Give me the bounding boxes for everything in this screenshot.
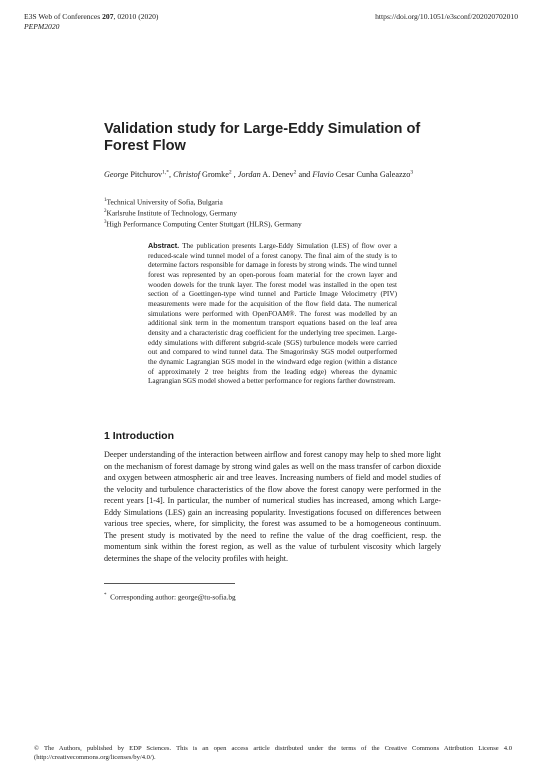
author-first-name: Jordan (237, 169, 261, 179)
author-affil-mark: 2 (293, 169, 297, 175)
footnote-mark: * (104, 593, 107, 598)
author-list (104, 167, 444, 180)
abstract-label: Abstract. (148, 241, 180, 250)
affiliation-item: $^2$Karlsruhe Institute of Technology, Germany (104, 208, 237, 218)
affiliation-list (104, 196, 444, 229)
author-entry (312, 170, 413, 179)
author-separator: , (169, 169, 174, 179)
running-header-left (24, 12, 158, 31)
license-notice: © The Authors, published by EDP Sciences. This is an open access article distributed under the terms of the Creative Commons Attribution License 4.0 (http://creativecommons.org/licenses/by/4.0/). (34, 745, 512, 761)
footnote-divider (104, 583, 235, 584)
author-last-name: A. Denev (262, 169, 294, 179)
author-last-name: Gromke (202, 169, 229, 179)
author-first-name: Flavio (312, 169, 334, 179)
author-separator: and (296, 169, 313, 179)
author-entry (173, 170, 238, 179)
intro-paragraph: Deeper understanding of the interaction between airflow and forest canopy may help to shed more light on the mechanism of forest damage by strong wind gales as well on the mass transfer of carbon dioxide and oxygen between atmospheric air and tree leaves. Increasing numbers of field and model studies of the velocity and turbulence characteristics of the flow above the forest canopy were performed in the recent years [1-4]. In particular, the number of numerical studies has increased, among which Large-Eddy Simulations (LES) gain an increasing popularity. Investigations focused on differences between various tree species, where, for simplicity, the forest was assumed to be a homogeneous continuum. The present study is motivated by the need to refine the value of the drag coefficient, resp. the momentum sink within the forest region, as well as the value of turbulent viscosity which largely determines the shape of the velocity profiles with height. (104, 450, 441, 563)
author-last-name: Pitchurov (130, 169, 163, 179)
paper-title: Validation study for Large-Eddy Simulation of Forest Flow (104, 121, 421, 154)
author-last-name: Cesar Cunha Galeazzo (335, 169, 411, 179)
affiliation-item: $^3$High Performance Computing Center Stuttgart (HLRS), Germany (104, 219, 302, 229)
author-affil-mark: 3 (410, 169, 414, 175)
author-affil-mark: 1,* (162, 169, 170, 175)
author-entry (238, 170, 313, 179)
journal-prefix: E3S Web of Conferences (24, 12, 103, 21)
doi-link[interactable]: https://doi.org/10.1051/e3sconf/202020702010 (375, 12, 518, 21)
affiliation-item: $^1$Technical University of Sofia, Bulgaria (104, 197, 223, 207)
author-separator: , (231, 169, 238, 179)
author-first-name: Christof (173, 169, 200, 179)
footnote (104, 591, 236, 601)
journal-volume: 207 (102, 12, 114, 21)
conference-name: PEPM2020 (24, 21, 60, 31)
abstract-text: The publication presents Large-Eddy Simulation (LES) of flow over a reduced-scale wind tunnel model of a forest canopy. The final aim of the study is to determine factors responsible for damage in forests by strong winds. The wind tunnel forest was represented by an open-porous foam material for the crown layer and wooden dowels for the trunk layer. The forest model was installed in the open test section of a Goettingen-type wind tunnel and Particle Image Velocimetry (PIV) measurements were made for the acquisition of the flow field data. The numerical simulations were performed with OpenFOAM®. The forest was modelled by an additional sink term in the momentum transport equations based on the leaf area density and a characteristic drag coefficient for the underlying tree specimen. Large-eddy simulations with different subgrid-scale (SGS) turbulence models were carried out and compared to wind tunnel data. The Smagorinsky SGS model outperformed the dynamic Lagrangian SGS model in the windward edge region (within a distance of approximately 2 tree heights from the leading edge) whereas the dynamic Lagrangian SGS model showed a better performance for regions farther downstream. (148, 242, 398, 386)
journal-citation (24, 12, 158, 22)
section-heading: 1 Introduction (104, 430, 174, 442)
footnote-text: Corresponding author: george@tu-sofia.bg (110, 592, 236, 602)
author-entry (104, 170, 173, 179)
article-number: , 02010 (2020) (113, 12, 159, 21)
author-affil-mark: 2 (228, 169, 232, 175)
abstract (148, 241, 397, 387)
author-first-name: George (104, 169, 129, 179)
